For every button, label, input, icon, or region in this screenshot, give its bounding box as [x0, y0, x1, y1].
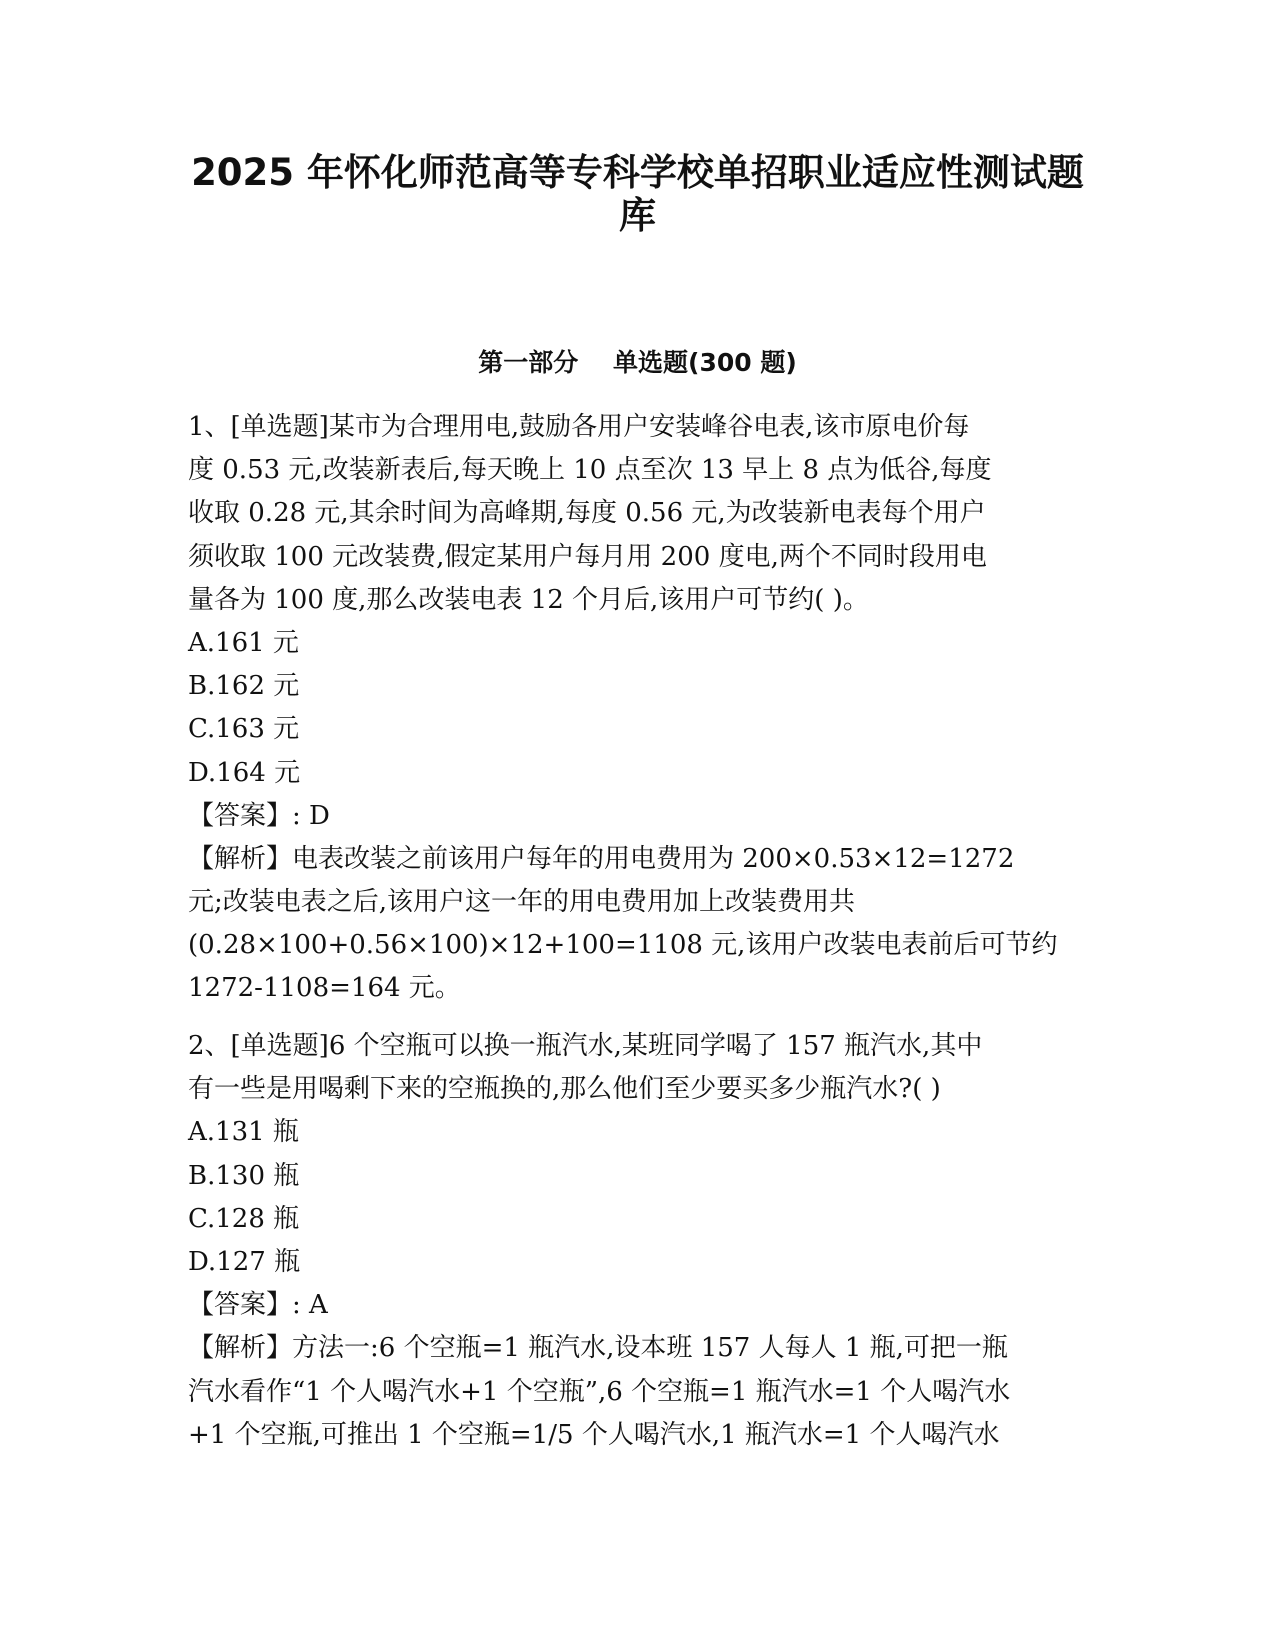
option-d: D.127 瓶 — [188, 1246, 301, 1277]
stem-line: 须收取 100 元改装费,假定某用户每月用 200 度电,两个不同时段用电 — [188, 541, 987, 572]
stem-line: 收取 0.28 元,其余时间为高峰期,每度 0.56 元,为改装新电表每个用户 — [188, 498, 986, 529]
option-a: A.131 瓶 — [188, 1117, 299, 1148]
question-stem — [188, 1025, 1088, 1111]
option-b: B.162 元 — [188, 671, 300, 702]
analysis-line: 【解析】电表改装之前该用户每年的用电费用为 200×0.53×12=1272 — [188, 843, 1015, 874]
options-list — [188, 1111, 1088, 1284]
title-line: 2025 年怀化师范高等专科学校单招职业适应性测试题 — [191, 151, 1084, 194]
answer: 【答案】: A — [188, 1290, 328, 1321]
option-b: B.130 瓶 — [188, 1160, 300, 1191]
option-c: C.163 元 — [188, 714, 300, 745]
analysis-line: 1272-1108=164 元。 — [188, 973, 461, 1004]
section-title: 第一部分 单选题(300 题) — [478, 348, 797, 377]
stem-line: 度 0.53 元,改装新表后,每天晚上 10 点至次 13 早上 8 点为低谷,每度 — [188, 455, 992, 486]
question-1 — [188, 406, 1088, 1011]
option-d: D.164 元 — [188, 757, 301, 788]
document-title — [150, 145, 1125, 238]
stem-line: 1、[单选题]某市为合理用电,鼓励各用户安装峰谷电表,该市原电价每 — [188, 412, 970, 442]
question-stem — [188, 406, 1088, 622]
analysis — [188, 1327, 1088, 1457]
option-a: A.161 元 — [188, 627, 299, 658]
title-line: 库 — [619, 194, 656, 238]
analysis-line: +1 个空瓶,可推出 1 个空瓶=1/5 个人喝汽水,1 瓶汽水=1 个人喝汽水 — [188, 1419, 1000, 1450]
stem-line: 2、[单选题]6 个空瓶可以换一瓶汽水,某班同学喝了 157 瓶汽水,其中 — [188, 1031, 983, 1061]
options-list — [188, 622, 1088, 795]
stem-line: 量各为 100 度,那么改装电表 12 个月后,该用户可节约( )。 — [188, 584, 869, 615]
analysis-line: 汽水看作“1 个人喝汽水+1 个空瓶”,6 个空瓶=1 瓶汽水=1 个人喝汽水 — [188, 1376, 1011, 1407]
question-2 — [188, 1025, 1088, 1457]
option-c: C.128 瓶 — [188, 1203, 300, 1234]
analysis — [188, 838, 1088, 1011]
answer: 【答案】: D — [188, 800, 330, 831]
analysis-line: (0.28×100+0.56×100)×12+100=1108 元,该用户改装电表前后可节约 — [188, 930, 1058, 961]
stem-line: 有一些是用喝剩下来的空瓶换的,那么他们至少要买多少瓶汽水?( ) — [188, 1074, 941, 1105]
analysis-line: 【解析】方法一:6 个空瓶=1 瓶汽水,设本班 157 人每人 1 瓶,可把一瓶 — [188, 1333, 1008, 1364]
analysis-line: 元;改装电表之后,该用户这一年的用电费用加上改装费用共 — [188, 887, 856, 918]
